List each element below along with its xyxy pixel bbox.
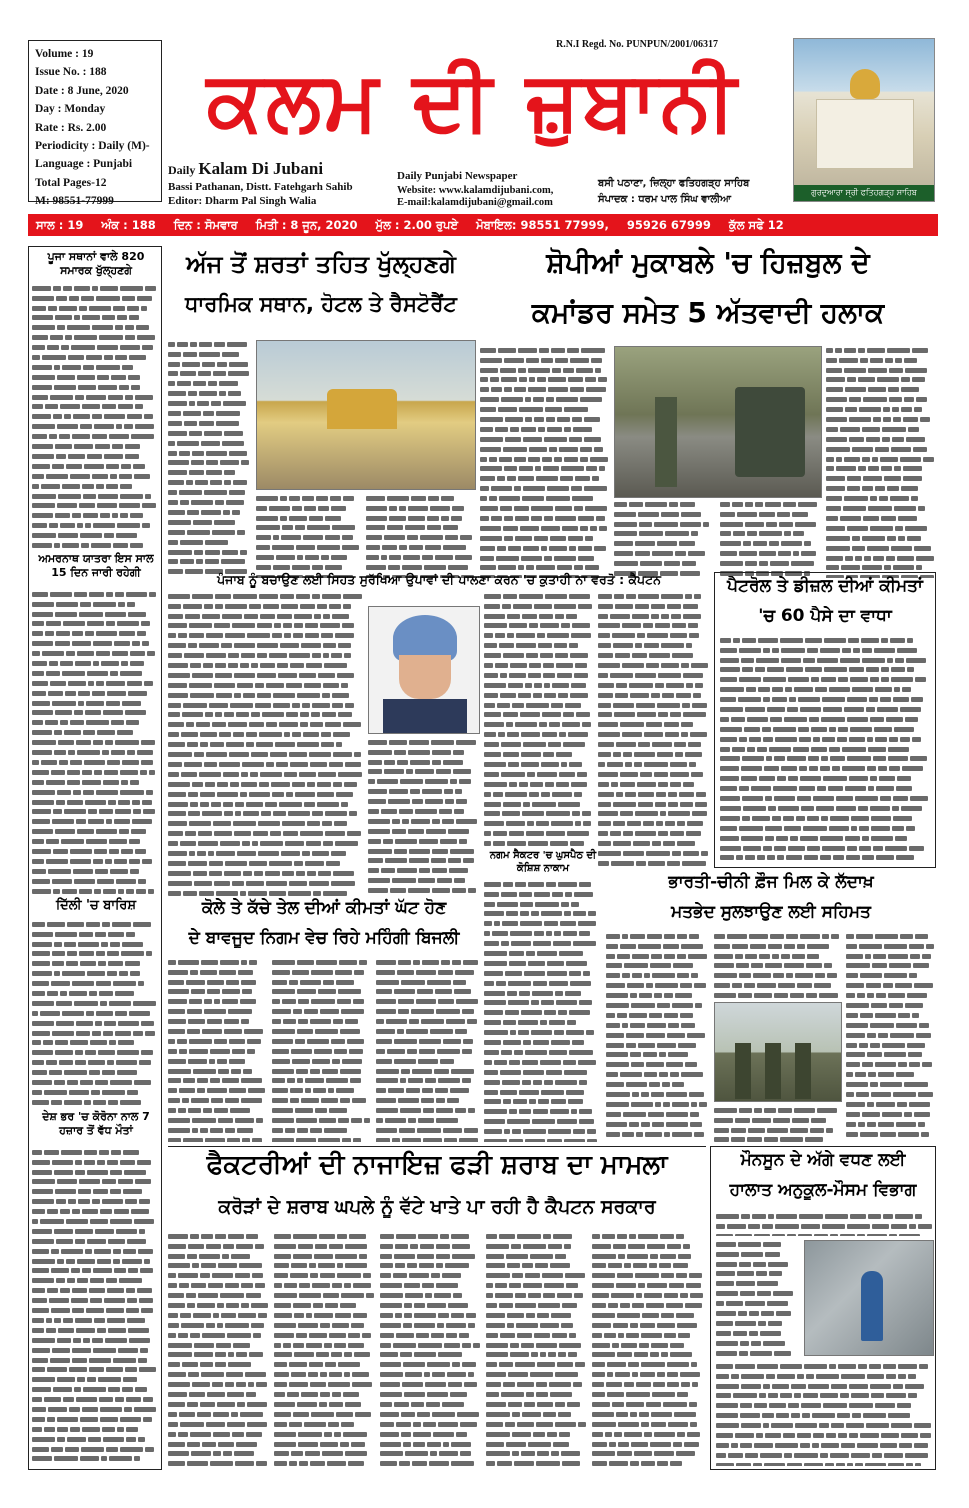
bar-issue: ਅੰਕ : 188 — [101, 218, 156, 232]
issue-meta-box — [28, 40, 162, 208]
face-shape — [399, 655, 451, 699]
captain-article-col3 — [484, 592, 594, 846]
lead-headline-1b: ਧਾਰਮਿਕ ਸਥਾਨ, ਹੋਟਲ ਤੇ ਰੈਸਟੋਰੈਂਟ — [185, 292, 457, 316]
daily-label: Daily — [168, 163, 196, 177]
coal-article-col1 — [168, 958, 268, 1142]
factory-article-col4 — [486, 1232, 588, 1466]
left-article-2 — [32, 590, 158, 894]
nagam-headline: ਨਗਮ ਸੈਕਟਰ 'ਚ ਘੁਸਪੈਠ ਦੀ ਕੋਸ਼ਿਸ਼ ਨਾਕਾਮ — [489, 850, 597, 874]
factory-article-col1 — [168, 1232, 270, 1466]
lead-article-2-col1 — [480, 346, 610, 578]
place-and-editor-punjabi — [598, 176, 749, 208]
lead-article-2-col4 — [826, 346, 936, 578]
bar-date: ਮਿਤੀ : 8 ਜੂਨ, 2020 — [255, 218, 358, 232]
building-shape — [816, 99, 914, 169]
lead-headline-2b: ਕਮਾਂਡਰ ਸਮੇਤ 5 ਅੱਤਵਾਦੀ ਹਲਾਕ — [531, 296, 885, 329]
meta-language: Language : Punjabi — [35, 158, 133, 171]
person-with-umbrella — [861, 1271, 883, 1341]
soldier-shape — [655, 397, 677, 487]
place-punjabi: ਬਸੀ ਪਠਾਣਾ, ਜ਼ਿਲ੍ਹਾ ਫਤਿਹਗੜ੍ਹ ਸਾਹਿਬ — [598, 178, 750, 189]
meta-date: Date : 8 June, 2020 — [35, 84, 129, 97]
left-headline-3: ਦਿੱਲੀ 'ਚ ਬਾਰਿਸ਼ — [55, 898, 137, 913]
paper-name-english: Kalam Di Jubani — [198, 159, 324, 178]
lead-article-1-col3 — [366, 494, 476, 578]
meta-mobile: M: 98551-77999 — [35, 195, 114, 208]
petrol-headline-1: ਪੈਟਰੋਲ ਤੇ ਡੀਜ਼ਲ ਦੀਆਂ ਕੀਮਤਾਂ — [727, 576, 923, 596]
lead-article-2-col3 — [720, 500, 822, 578]
bar-price: ਮੁੱਲ : 2.00 ਰੁਪਏ — [375, 218, 459, 232]
monsoon-article-col1 — [716, 1240, 800, 1358]
daily-punjabi-newspaper: Daily Punjabi Newspaper — [397, 170, 518, 182]
monsoon-article-intro — [716, 1212, 934, 1236]
email-link[interactable]: E-mail:kalamdijubani@gmail.com — [397, 197, 553, 208]
lead-article-1-col1 — [168, 340, 252, 576]
soldier-figure — [735, 1043, 751, 1099]
captain-article-col1 — [168, 592, 364, 896]
contact-info — [397, 185, 553, 209]
factory-headline-2: ਕਰੋੜਾਂ ਦੇ ਸ਼ਰਾਬ ਘਪਲੇ ਨੂੰ ਵੱਟੇ ਖਾਤੇ ਪਾ ਰਹੀ ਹੈ ਕੈਪਟਨ ਸਰਕਾਰ — [218, 1196, 656, 1218]
soldiers-photo — [714, 1002, 842, 1102]
captain-headline: ਪੰਜਾਬ ਨੂੰ ਬਚਾਉਣ ਲਈ ਸਿਹਤ ਸੁਰੱਖਿਆ ਉਪਾਵਾਂ ਦੀ ਪਾਲਣਾ ਕਰਨ 'ਚ ਕੁਤਾਹੀ ਨਾ ਵਰਤੋ : ਕੈਪਟਨ — [217, 572, 661, 587]
vehicle-shape — [735, 387, 805, 477]
publisher-editor: Editor: Dharm Pal Singh Walia — [168, 195, 317, 207]
monsoon-article-col2 — [716, 1362, 934, 1466]
meta-issue: Issue No. : 188 — [35, 66, 107, 79]
left-article-4 — [32, 1148, 158, 1466]
website-link[interactable]: Website: www.kalamdijubani.com, — [397, 185, 554, 196]
left-article-1 — [32, 284, 158, 548]
meta-day: Day : Monday — [35, 103, 106, 116]
factory-article-col3 — [380, 1232, 482, 1466]
meta-volume: Volume : 19 — [35, 48, 94, 60]
china-article-col3 — [846, 932, 936, 1142]
monsoon-headline-2: ਹਾਲਾਤ ਅਨੁਕੂਲ-ਮੌਸਮ ਵਿਭਾਗ — [729, 1180, 917, 1200]
meta-rate: Rate : Rs. 2.00 — [35, 121, 107, 134]
petrol-headline-2: 'ਚ 60 ਪੈਸੇ ਦਾ ਵਾਧਾ — [758, 606, 892, 626]
photo-caption: ਗੁਰਦੁਆਰਾ ਸ੍ਰੀ ਫਤਿਹਗੜ੍ਹ ਸਾਹਿਬ — [794, 185, 934, 201]
left-headline-2: ਅਮਰਨਾਥ ਯਾਤਰਾ ਇਸ ਸਾਲ 15 ਦਿਨ ਜਾਰੀ ਰਹੇਗੀ — [38, 552, 154, 579]
coal-article-col2 — [272, 958, 372, 1142]
meta-pages: Total Pages-12 — [35, 176, 107, 189]
divider-rule — [168, 1146, 706, 1147]
lead-article-2-col2 — [614, 500, 716, 578]
bar-year: ਸਾਲ : 19 — [36, 218, 84, 232]
captain-article-col4 — [598, 592, 710, 868]
english-title — [168, 159, 323, 179]
china-headline-2: ਮਤਭੇਦ ਸੁਲਝਾਉਣ ਲਈ ਸਹਿਮਤ — [671, 902, 871, 922]
editor-punjabi: ਸੰਪਾਦਕ : ਧਰਮ ਪਾਲ ਸਿੰਘ ਵਾਲੀਆ — [598, 194, 732, 205]
rni-regd-number: R.N.I Regd. No. PUNPUN/2001/06317 — [556, 39, 718, 50]
lead-headline-1a: ਅੱਜ ਤੋਂ ਸ਼ਰਤਾਂ ਤਹਿਤ ਖੁੱਲ੍ਹਣਗੇ — [186, 250, 456, 278]
captain-article-col2 — [368, 738, 480, 896]
gurdwara-photo — [793, 38, 935, 202]
issue-info-bar — [28, 214, 938, 236]
china-article-col1 — [606, 932, 710, 1142]
soldier-figure — [795, 1043, 811, 1099]
captain-photo — [368, 606, 480, 734]
bar-day: ਦਿਨ : ਸੋਮਵਾਰ — [173, 218, 238, 232]
rain-photo — [804, 1240, 934, 1356]
factory-article-col5 — [592, 1232, 706, 1466]
lead-article-1-col2 — [256, 494, 362, 578]
factory-article-col2 — [274, 1232, 376, 1466]
nagam-article — [484, 880, 602, 1142]
china-headline-1: ਭਾਰਤੀ-ਚੀਨੀ ਫ਼ੌਜ ਮਿਲ ਕੇ ਲੱਦਾਖ਼ — [668, 872, 874, 892]
bar-mobile-2: 95926 67999 — [626, 218, 711, 232]
soldier-figure — [765, 1043, 781, 1099]
china-article-col4 — [714, 1106, 842, 1142]
left-article-3 — [32, 920, 158, 1108]
dome-shape — [850, 69, 880, 99]
petrol-article — [720, 636, 930, 864]
coal-headline-1: ਕੋਲੇ ਤੇ ਕੱਚੇ ਤੇਲ ਦੀਆਂ ਕੀਮਤਾਂ ਘੱਟ ਹੋਣ — [201, 898, 447, 918]
encounter-photo — [614, 346, 822, 498]
bar-mobile-1: ਮੋਬਾਇਲ: 98551 77999, — [476, 218, 609, 232]
china-article-col2 — [714, 932, 842, 998]
publisher-address: Bassi Pathanan, Distt. Fatehgarh Sahib — [168, 181, 353, 193]
left-headline-4: ਦੇਸ਼ ਭਰ 'ਚ ਕੋਰੋਨਾ ਨਾਲ 7 ਹਜ਼ਾਰ ਤੋਂ ਵੱਧ ਮੌਤਾਂ — [42, 1110, 150, 1137]
coal-article-col3 — [376, 958, 480, 1142]
temple-shape — [327, 389, 397, 429]
shoulders-shape — [383, 699, 467, 734]
factory-headline-1: ਫੈਕਟਰੀਆਂ ਦੀ ਨਾਜਾਇਜ਼ ਫੜੀ ਸ਼ਰਾਬ ਦਾ ਮਾਮਲਾ — [206, 1150, 668, 1180]
left-headline-1: ਪੂਜਾ ਸਥਾਨਾਂ ਵਾਲੇ 820 ਸਮਾਰਕ ਖੁੱਲ੍ਹਣਗੇ — [47, 250, 145, 277]
meta-periodicity: Periodicity : Daily (M)- — [35, 140, 150, 153]
bar-total-pages: ਕੁੱਲ ਸਫੇ 12 — [728, 218, 784, 232]
publisher-info — [168, 180, 353, 208]
monsoon-headline-1: ਮੌਨਸੂਨ ਦੇ ਅੱਗੇ ਵਧਣ ਲਈ — [740, 1150, 906, 1170]
newspaper-masthead: ਕਲਮ ਦੀ ਜ਼ੁਬਾਨੀ — [206, 54, 740, 149]
coal-headline-2: ਦੇ ਬਾਵਜੂਦ ਨਿਗਮ ਵੇਚ ਰਿਹੇ ਮਹਿੰਗੀ ਬਿਜਲੀ — [188, 928, 460, 948]
golden-temple-photo — [256, 340, 476, 490]
lead-headline-2a: ਸ਼ੋਪੀਆਂ ਮੁਕਾਬਲੇ 'ਚ ਹਿਜ਼ਬੁਲ ਦੇ — [546, 246, 870, 279]
